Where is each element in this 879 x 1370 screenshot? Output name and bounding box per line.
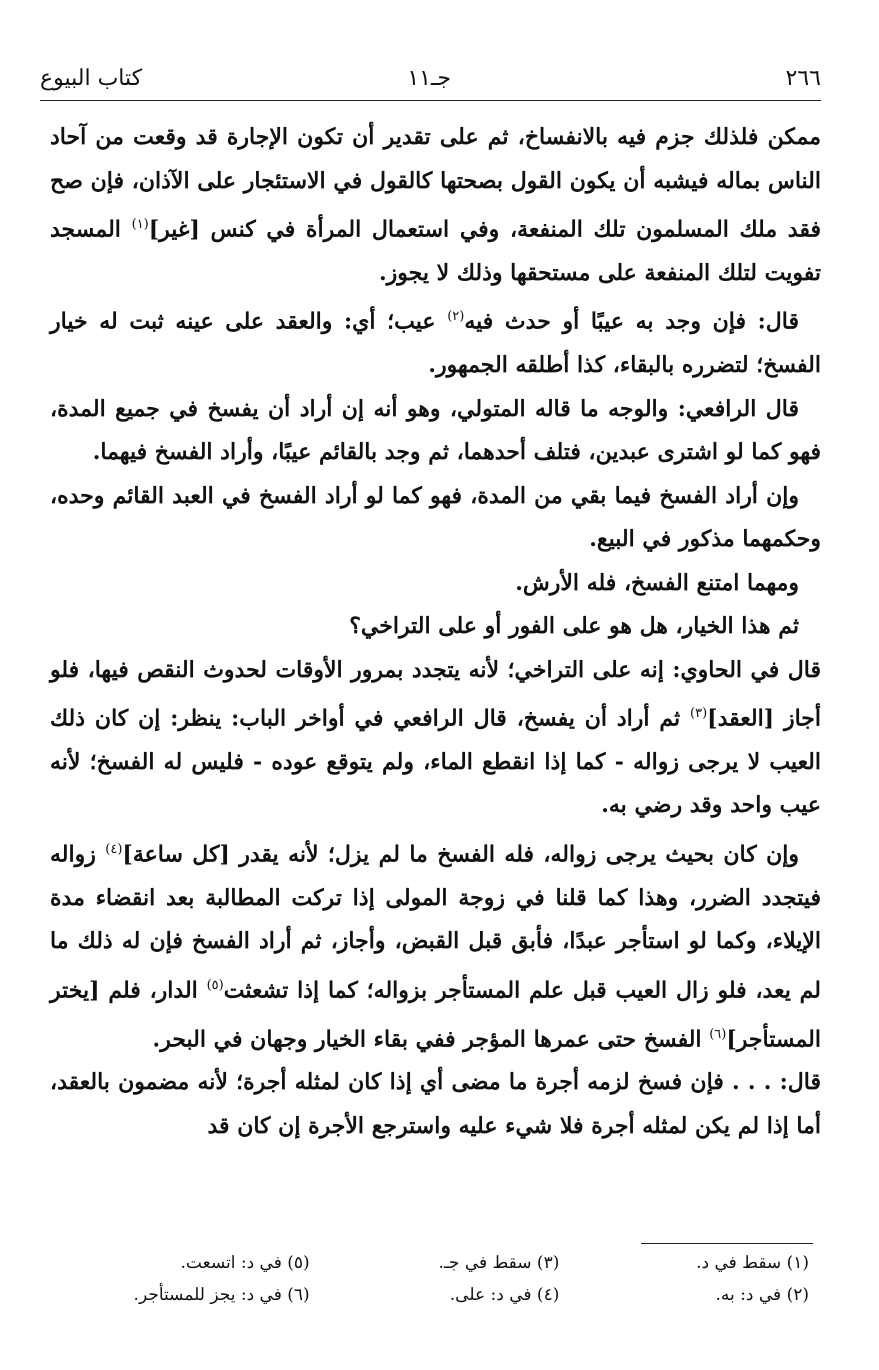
page-header — [40, 58, 821, 98]
page-number: ٢٦٦ — [785, 66, 821, 91]
footnote-ref-6: (٦) — [709, 1026, 727, 1042]
book-title: كتاب البيوع — [40, 66, 143, 91]
footnote-ref-1: (١) — [131, 217, 149, 232]
footnotes — [60, 1250, 809, 1308]
paragraph-3: قال الرافعي: والوجه ما قاله المتولي، وهو أنه إن أراد أن يفسخ في جميع المدة، فهو كما لو اشترى عبدين، فتلف أحدهما، ثم وجد بالقائم عيبًا، وأراد الفسخ فيهما. — [50, 395, 821, 466]
header-rule — [40, 100, 821, 101]
paragraph-6: ثم هذا الخيار، هل هو على الفور أو على التراخي؟ — [349, 613, 799, 640]
paragraph-1: ممكن فلذلك جزم فيه بالانفساخ، ثم على تقدير أن تكون الإجارة قد وقعت من آحاد الناس بماله فيشبه أن يكون القول بصحتها كالقول في الاستئجار على الآذان، فإن صح فقد ملك المسلمون تلك المنفعة، وفي استعمال المرأة في كنس [غير]$^{(١)}$ المسجد تفويت لتلك المنفعة على مستحقها وذلك لا يجوز. — [50, 124, 821, 286]
paragraph-8: وإن كان بحيث يرجى زواله، فله الفسخ ما لم يزل؛ لأنه يقدر [كل ساعة]$^{(٤)}$ زواله فيتجدد الضرر، وهذا كما قلنا في زوجة المولى إذا تركت المطالبة بعد انقضاء مدة الإيلاء، وكما لو استأجر عبدًا، فأبق قبل القبض، وأجاز، ثم أراد الفسخ فإن له ذلك ما لم يعد، فلو زال العيب قبل علم المستأجر بزواله؛ كما إذا تشعثت$^{(٥)}$ الدار، فلم [يختر المستأجر]$^{(٦)}$ الفسخ حتى عمرها المؤجر ففي بقاء الخيار وجهان في البحر. — [50, 841, 822, 1052]
footnote-ref-3: (٣) — [690, 706, 708, 722]
footnote-1: (١) سقط في د. — [696, 1253, 809, 1273]
footnote-6: (٦) في د: يجز للمستأجر. — [133, 1285, 310, 1305]
footnote-3: (٣) سقط في جـ. — [438, 1253, 560, 1273]
paragraph-7: قال في الحاوي: إنه على التراخي؛ لأنه يتجدد بمرور الأوقات لحدوث النقص فيها، فلو أجاز [العقد]$^{(٣)}$ ثم أراد أن يفسخ، قال الرافعي في أواخر الباب: ينظر: إن كان ذلك العيب لا يرجى زواله - كما إذا انقطع الماء، ولم يتوقع عوده - فليس له الفسخ؛ لأنه عيب واحد وقد رضي به. — [50, 656, 822, 819]
footnote-4: (٤) في د: على. — [449, 1285, 560, 1305]
paragraph-9: قال: . . . فإن فسخ لزمه أجرة ما مضى أي إذا كان لمثله أجرة؛ لأنه مضمون بالعقد، أما إذا لم يكن لمثله أجرة فلا شيء عليه واسترجع الأجرة إن كان قد — [50, 1069, 821, 1139]
footnote-2: (٢) في د: به. — [715, 1285, 809, 1305]
footnote-ref-5: (٥) — [206, 977, 224, 993]
paragraph-5: ومهما امتنع الفسخ، فله الأرش. — [515, 569, 799, 596]
volume-label: جـ١١ — [407, 66, 451, 91]
footnote-rule — [641, 1243, 813, 1244]
footnote-5: (٥) في د: اتسعت. — [180, 1253, 310, 1273]
footnote-ref-4: (٤) — [105, 841, 123, 857]
main-text — [50, 116, 821, 1148]
paragraph-2: قال: فإن وجد به عيبًا أو حدث فيه$^{(٢)}$ عيب؛ أي: والعقد على عينه ثبت له خيار الفسخ؛ لتضرره بالبقاء، كذا أطلقه الجمهور. — [50, 308, 821, 379]
paragraph-4: وإن أراد الفسخ فيما بقي من المدة، فهو كما لو أراد الفسخ في العبد القائم وحده، وحكمهما مذكور في البيع. — [50, 482, 821, 553]
footnote-ref-2: (٢) — [447, 309, 465, 325]
